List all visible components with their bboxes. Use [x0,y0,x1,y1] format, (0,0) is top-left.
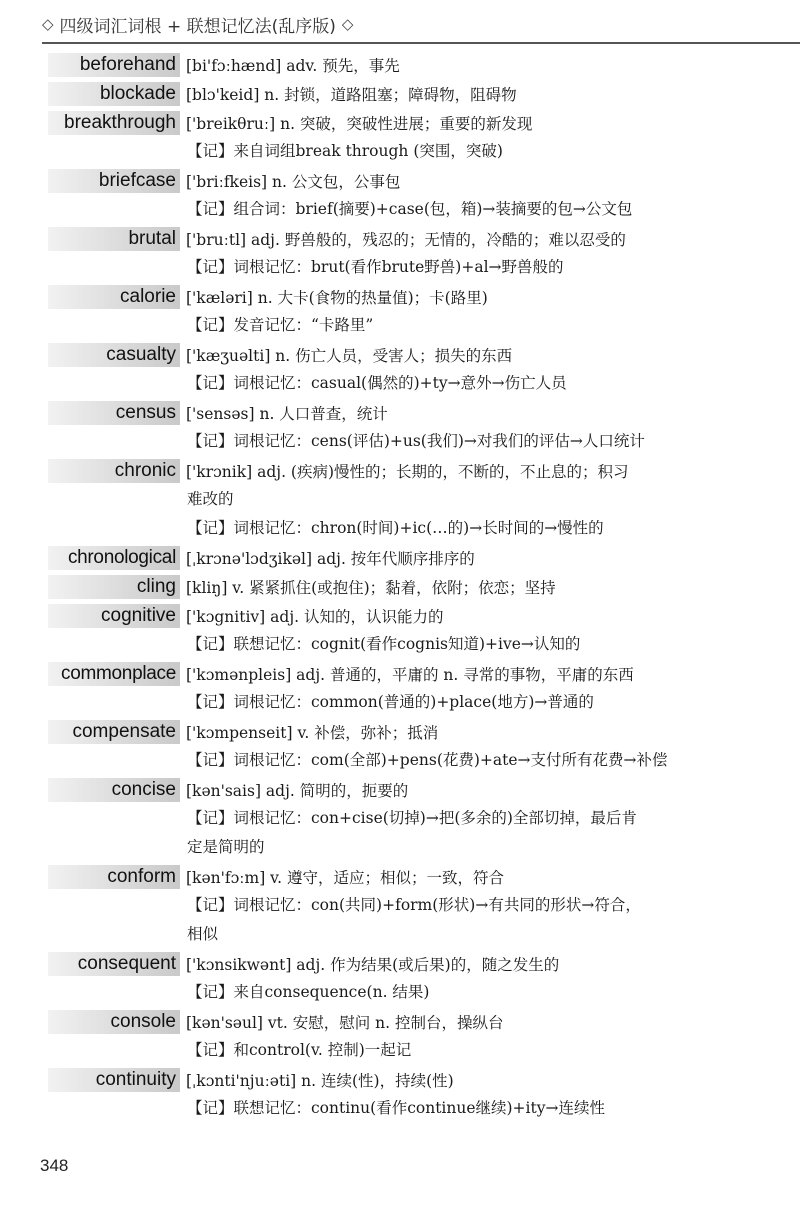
memory-note: 【记】词根记忆：con(共同)+form(形状)→有共同的形状→符合， [187,896,641,914]
vocab-entry [0,862,800,949]
vocab-entry [0,166,800,224]
memory-note-continued: 相似 [187,925,219,943]
memory-note: 【记】词根记忆：cens(评估)+us(我们)→对我们的评估→人口统计 [187,432,645,450]
definition: ['bruːtl] adj. 野兽般的，残忍的；无情的，冷酷的；难以忍受的 [186,230,626,249]
memory-note: 【记】组合词：brief(摘要)+case(包，箱)→装摘要的包→公文包 [187,200,633,218]
page-number: 348 [40,1156,69,1175]
memory-note: 【记】词根记忆：com(全部)+pens(花费)+ate→支付所有花费→补偿 [187,751,668,769]
vocab-entry [0,340,800,398]
vocab-entry [0,50,800,79]
definition: ['kɔmənpleis] adj. 普通的，平庸的 n. 寻常的事物，平庸的东西 [186,665,634,684]
memory-note: 【记】和control(v. 控制)一起记 [187,1041,412,1059]
headword: concise [48,778,180,802]
vocab-entry [0,659,800,717]
headword: blockade [48,82,180,106]
definition: [ˌkɔnti'njuːəti] n. 连续(性)，持续(性) [186,1071,454,1090]
vocab-entry [0,224,800,282]
vocab-entry [0,1065,800,1123]
definition: [blɔ'keid] n. 封锁，道路阻塞；障碍物，阻碍物 [186,85,517,104]
headword: continuity [48,1068,180,1092]
headword: conform [48,865,180,889]
definition: ['kɔnsikwənt] adj. 作为结果(或后果)的，随之发生的 [186,955,560,974]
definition: [kliŋ] v. 紧紧抓住(或抱住)；黏着，依附；依恋；坚持 [186,578,556,597]
headword: casualty [48,343,180,367]
headword: commonplace [48,662,180,686]
vocab-entry [0,601,800,659]
vocab-entry [0,775,800,862]
memory-note: 【记】来自consequence(n. 结果) [187,983,430,1001]
header-rule [42,42,800,44]
headword: beforehand [48,53,180,77]
definition: [ˌkrɔnə'lɔdʒikəl] adj. 按年代顺序排序的 [186,549,475,568]
diamond-ornament-icon: ◇ [42,14,54,33]
memory-note: 【记】词根记忆：con+cise(切掉)→把(多余的)全部切掉，最后肯 [187,809,637,827]
headword: census [48,401,180,425]
vocab-entry [0,572,800,601]
memory-note: 【记】词根记忆：common(普通的)+place(地方)→普通的 [187,693,594,711]
memory-note-continued: 定是简明的 [187,838,265,856]
vocab-entry [0,108,800,166]
diamond-ornament-icon: ◇ [341,14,354,33]
headword: consequent [48,952,180,976]
headword: breakthrough [48,111,180,135]
definition: ['breikθruː] n. 突破，突破性进展；重要的新发现 [186,114,533,133]
memory-note: 【记】词根记忆：casual(偶然的)+ty→意外→伤亡人员 [187,374,567,392]
memory-note: 【记】发音记忆：“卡路里” [187,316,374,334]
definition: ['kæləri] n. 大卡(食物的热量值)；卡(路里) [186,288,488,307]
vocab-entry [0,79,800,108]
definition: ['krɔnik] adj. (疾病)慢性的；长期的，不断的，不止息的；积习 [186,462,629,481]
vocabulary-list [0,50,800,1123]
definition: [bi'fɔːhænd] adv. 预先，事先 [186,56,400,75]
headword: calorie [48,285,180,309]
headword: cling [48,575,180,599]
headword: console [48,1010,180,1034]
definition-continued: 难改的 [187,490,234,508]
definition: ['kɔmpenseit] v. 补偿，弥补；抵消 [186,723,439,742]
memory-note: 【记】联想记忆：continu(看作continue继续)+ity→连续性 [187,1099,605,1117]
memory-note: 【记】词根记忆：brut(看作brute野兽)+al→野兽般的 [187,258,564,276]
vocab-entry [0,456,800,543]
vocab-entry [0,543,800,572]
vocab-entry [0,717,800,775]
headword: cognitive [48,604,180,628]
headword: chronological [48,546,180,570]
definition: ['sensəs] n. 人口普查，统计 [186,404,388,423]
header-title: 四级词汇词根 + 联想记忆法(乱序版) [59,16,336,37]
headword: brutal [48,227,180,251]
definition: ['kæʒuəlti] n. 伤亡人员，受害人；损失的东西 [186,346,513,365]
definition: [kən'sais] adj. 简明的，扼要的 [186,781,409,800]
definition: [kən'səul] vt. 安慰，慰问 n. 控制台，操纵台 [186,1013,504,1032]
definition: ['kɔgnitiv] adj. 认知的，认识能力的 [186,607,444,626]
definition: [kən'fɔːm] v. 遵守，适应；相似；一致，符合 [186,868,504,887]
headword: briefcase [48,169,180,193]
headword: compensate [48,720,180,744]
headword: chronic [48,459,180,483]
vocab-entry [0,282,800,340]
memory-note: 【记】联想记忆：cognit(看作cognis知道)+ive→认知的 [187,635,581,653]
vocab-entry [0,1007,800,1065]
vocab-entry [0,398,800,456]
definition: ['briːfkeis] n. 公文包，公事包 [186,172,401,191]
memory-note: 【记】来自词组break through (突围，突破) [187,142,503,160]
memory-note: 【记】词根记忆：chron(时间)+ic(…的)→长时间的→慢性的 [187,519,604,537]
vocab-entry [0,949,800,1007]
running-header [42,10,353,38]
